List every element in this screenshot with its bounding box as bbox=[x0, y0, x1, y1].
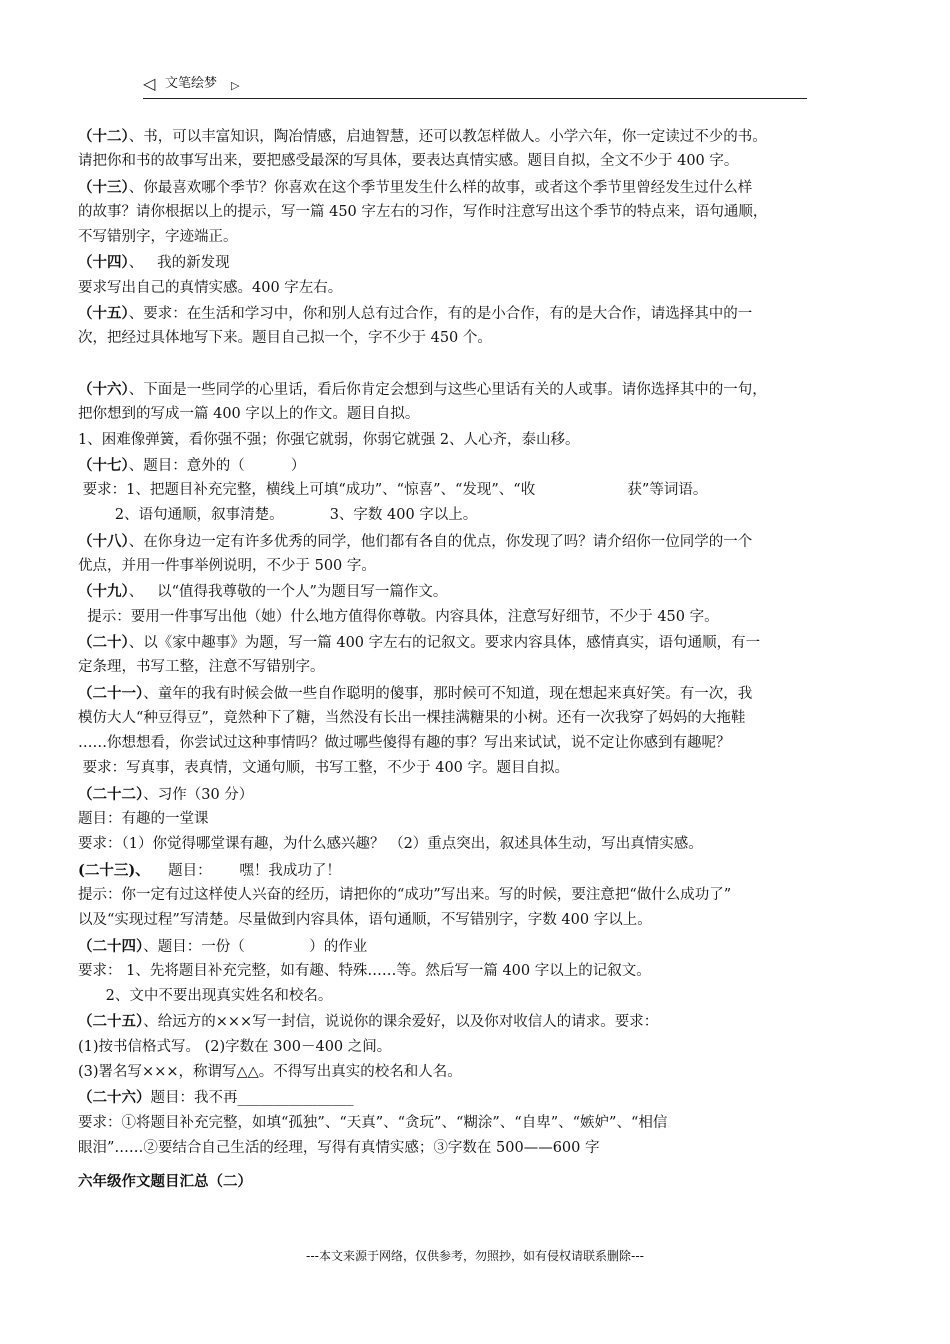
line-text: 题目：有趣的一堂课 bbox=[78, 811, 209, 828]
line-text: 、童年的我有时候会做一些自作聪明的傻事，那时候可不知道，现在想起来真好笑。有一次，我 bbox=[143, 685, 753, 702]
text-line bbox=[78, 756, 890, 781]
page-header bbox=[143, 74, 807, 99]
line-text: 2、语句通顺，叙事清楚。 3、字数 400 字以上。 bbox=[78, 507, 478, 524]
text-line bbox=[78, 276, 890, 301]
item-number: （二十） bbox=[78, 633, 129, 651]
text-line bbox=[78, 453, 890, 478]
line-text: 题目： 嘿！我成功了！ bbox=[149, 862, 341, 879]
text-line bbox=[78, 1009, 890, 1034]
header-title: 文笔绘梦 bbox=[165, 76, 218, 91]
line-text: 要求写出自己的真情实感。400 字左右。 bbox=[78, 279, 343, 296]
line-text: 、题目：一份（ ）的作业 bbox=[143, 938, 368, 955]
line-text: (1)按书信格式写。 (2)字数在 300－400 之间。 bbox=[78, 1038, 392, 1055]
text-line bbox=[78, 984, 890, 1009]
text-line bbox=[78, 225, 890, 250]
line-text: 要求：写真事，表真情，文通句顺，书写工整，不少于 400 字。题目自拟。 bbox=[78, 760, 570, 777]
item-number: （十五） bbox=[78, 305, 129, 323]
item-number: (二十三)、 bbox=[78, 861, 150, 879]
line-text: 题目：我不再________________ bbox=[150, 1090, 354, 1107]
item-number: （二十一） bbox=[78, 684, 144, 702]
text-line bbox=[78, 858, 890, 883]
line-text: 请把你和书的故事写出来，要把感受最深的写具体，要表达真情实感。题目自拟，全文不少于 400 字。 bbox=[78, 153, 739, 170]
text-line bbox=[78, 1085, 890, 1110]
line-text: 、 以“值得我尊敬的一个人”为题目写一篇作文。 bbox=[128, 584, 448, 601]
section-title: 六年级作文题目汇总（二） bbox=[78, 1173, 252, 1190]
blank-line bbox=[78, 352, 890, 377]
item-number: （二十六） bbox=[78, 1089, 151, 1107]
line-text: 、 我的新发现 bbox=[128, 255, 230, 272]
text-line bbox=[78, 605, 890, 630]
text-line bbox=[78, 959, 890, 984]
line-text: 要求：①将题目补充完整，如填“孤独”、“天真”、“贪玩”、“糊涂”、“自卑”、“嫉妒”、“相信 bbox=[78, 1114, 668, 1131]
left-triangle-icon: ◁ bbox=[143, 74, 156, 93]
text-line bbox=[78, 706, 890, 731]
line-text: 次，把经过具体地写下来。题目自己拟一个，字不少于 450 个。 bbox=[78, 330, 492, 347]
text-line bbox=[78, 681, 890, 706]
item-number: （十七） bbox=[78, 456, 129, 474]
text-line bbox=[78, 402, 890, 427]
text-line bbox=[78, 149, 890, 174]
line-text: 、给远方的×××写一封信，说说你的课余爱好，以及你对收信人的请求。要求： bbox=[143, 1014, 659, 1031]
text-line bbox=[78, 478, 890, 503]
text-line bbox=[78, 807, 890, 832]
text-line bbox=[78, 1136, 890, 1161]
text-line bbox=[78, 731, 890, 756]
line-text: 优点，并用一件事举例说明，不少于 500 字。 bbox=[78, 558, 376, 575]
footer-note: ---本文来源于网络，仅供参考，勿照抄，如有侵权请联系删除--- bbox=[306, 1249, 644, 1263]
line-text: 眼泪”……②要结合自己生活的经理，写得有真情实感；③字数在 500——600 字 bbox=[78, 1139, 600, 1156]
line-text: 的故事？请你根据以上的提示，写一篇 450 字左右的习作，写作时注意写出这个季节的特点来，语句通顺， bbox=[78, 203, 768, 220]
text-line bbox=[78, 934, 890, 959]
text-line bbox=[78, 579, 890, 604]
item-number: （十八） bbox=[78, 532, 129, 550]
line-text: 要求：（1）你觉得哪堂课有趣，为什么感兴趣？ （2）重点突出，叙述具体生动，写出真情实感。 bbox=[78, 836, 703, 853]
text-line bbox=[78, 175, 890, 200]
line-text: 、在你身边一定有许多优秀的同学，他们都有各自的优点，你发现了吗？请介绍你一位同学的一个 bbox=[128, 533, 753, 550]
text-line bbox=[78, 428, 890, 453]
line-text: 、你最喜欢哪个季节？你喜欢在这个季节里发生什么样的故事，或者这个季节里曾经发生过什么样 bbox=[128, 179, 753, 196]
text-line bbox=[78, 200, 890, 225]
text-line bbox=[78, 554, 890, 579]
line-text: 定条理，书写工整，注意不写错别字。 bbox=[78, 659, 325, 676]
line-text: 、书，可以丰富知识，陶冶情感，启迪智慧，还可以教怎样做人。小学六年，你一定读过不少的书。 bbox=[128, 129, 767, 145]
text-line bbox=[78, 832, 890, 857]
line-text: 模仿大人“种豆得豆”，竟然种下了糖，当然没有长出一棵挂满糖果的小树。还有一次我穿了妈妈的大拖鞋 bbox=[78, 709, 746, 726]
item-number: （十六） bbox=[78, 380, 129, 398]
text-line bbox=[78, 1035, 890, 1060]
text-line bbox=[78, 250, 890, 275]
line-text: 以及“实现过程”写清楚。尽量做到内容具体，语句通顺，不写错别字，字数 400 字以上。 bbox=[78, 912, 652, 929]
line-text: 、以《家中趣事》为题，写一篇 400 字左右的记叙文。要求内容具体，感情真实，语句通顺，有一 bbox=[128, 634, 761, 651]
text-line bbox=[78, 124, 890, 149]
text-line bbox=[78, 883, 890, 908]
line-text: 提示：要用一件事写出他（她）什么地方值得你尊敬。内容具体，注意写好细节，不少于 450 字。 bbox=[78, 608, 719, 625]
item-number: （二十四） bbox=[78, 937, 144, 955]
line-text: 把你想到的写成一篇 400 字以上的作文。题目自拟。 bbox=[78, 406, 420, 423]
text-line bbox=[78, 301, 890, 326]
text-line bbox=[78, 782, 890, 807]
line-text: 、下面是一些同学的心里话，看后你肯定会想到与这些心里话有关的人或事。请你选择其中的一句， bbox=[128, 381, 767, 398]
item-number: （十九） bbox=[78, 583, 129, 601]
line-text: (3)署名写×××，称谓写△△。不得写出真实的校名和人名。 bbox=[78, 1063, 462, 1080]
item-number: （十二） bbox=[78, 128, 129, 145]
text-line bbox=[78, 529, 890, 554]
document-body bbox=[78, 124, 890, 1161]
line-text: 、题目：意外的（ ） bbox=[128, 457, 306, 474]
text-line bbox=[78, 1060, 890, 1085]
line-text: 1、困难像弹簧，看你强不强；你强它就弱，你弱它就强 2、人心齐，泰山移。 bbox=[78, 431, 580, 448]
line-text: 、习作（30 分） bbox=[143, 786, 254, 803]
right-triangle-icon: ▷ bbox=[231, 79, 240, 92]
text-line bbox=[78, 908, 890, 933]
item-number: （十四） bbox=[78, 254, 129, 272]
line-text: 要求：1、把题目补充完整，横线上可填“成功”、“惊喜”、“发现”、“收 获”等词语。 bbox=[78, 482, 708, 499]
line-text: 、要求：在生活和学习中，你和别人总有过合作，有的是小合作，有的是大合作，请选择其中的一 bbox=[128, 306, 753, 323]
line-text: 要求： 1、先将题目补充完整，如有趣、特殊……等。然后写一篇 400 字以上的记叙文。 bbox=[78, 962, 651, 979]
line-text: ……你想想看，你尝试过这种事情吗？做过哪些傻得有趣的事？写出来试试，说不定让你感到有趣呢？ bbox=[78, 735, 731, 752]
text-line bbox=[78, 630, 890, 655]
line-text: 提示：你一定有过这样使人兴奋的经历，请把你的“成功”写出来。写的时候，要注意把“做什么成功了” bbox=[78, 886, 732, 903]
line-text: 不写错别字，字迹端正。 bbox=[78, 229, 238, 246]
line-text: 2、文中不要出现真实姓名和校名。 bbox=[78, 988, 333, 1005]
text-line bbox=[78, 503, 890, 528]
text-line bbox=[78, 655, 890, 680]
item-number: （十三） bbox=[78, 178, 129, 196]
text-line bbox=[78, 377, 890, 402]
item-number: （二十五） bbox=[78, 1013, 144, 1031]
text-line bbox=[78, 1111, 890, 1136]
item-number: （二十二） bbox=[78, 785, 144, 803]
text-line bbox=[78, 326, 890, 351]
